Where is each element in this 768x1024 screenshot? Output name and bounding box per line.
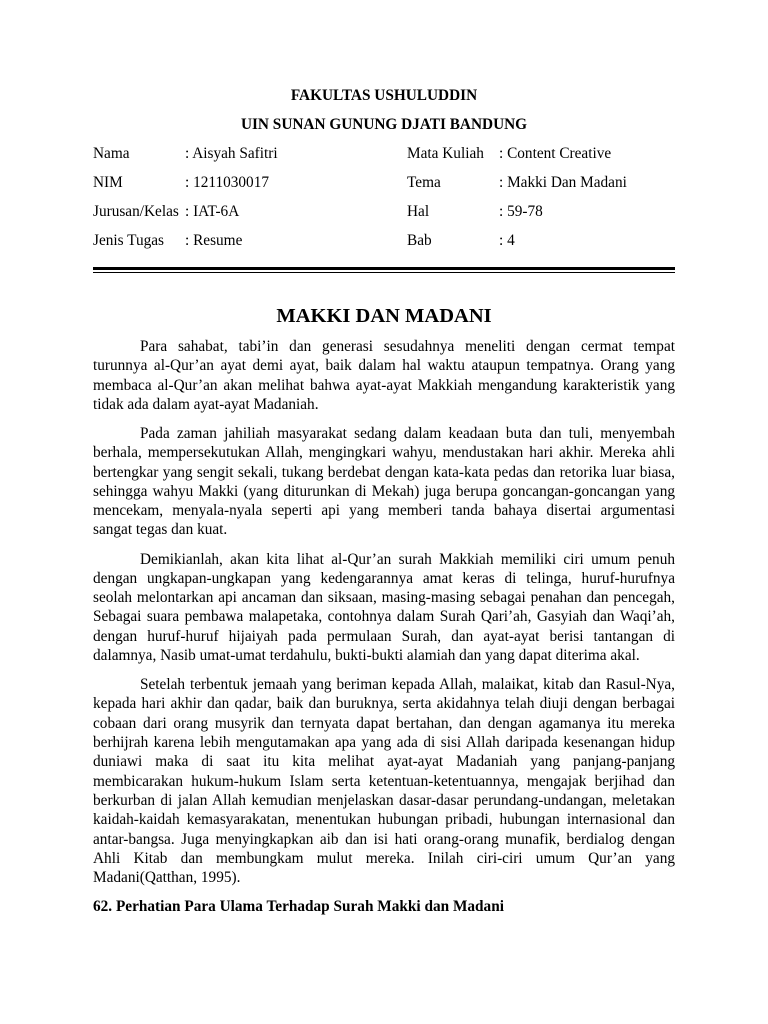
info-row <box>0 173 768 193</box>
info-label: Hal <box>407 203 430 220</box>
info-label: Nama <box>93 145 130 162</box>
university-heading: UIN SUNAN GUNUNG DJATI BANDUNG <box>240 116 528 133</box>
paragraph-line: turunnya al-Qur’an ayat demi ayat, baik dalam hal waktu ataupun tempatnya. Orang yang <box>93 357 675 375</box>
paragraph-line: Demikianlah, akan kita lihat al-Qur’an surah Makkiah memiliki ciri umum penuh <box>140 550 675 568</box>
info-value: : 59-78 <box>499 203 543 220</box>
info-label: NIM <box>93 174 123 191</box>
info-value: : IAT-6A <box>185 203 240 220</box>
paragraph-line: sangat tegas dan kuat. <box>93 521 228 539</box>
paragraph-line: berhala, mempersekutukan Allah, mengingkari wahyu, mendustakan hari akhir. Mereka ahli <box>93 444 675 462</box>
paragraph <box>93 550 675 666</box>
faculty-heading: FAKULTAS USHULUDDIN <box>290 87 478 104</box>
info-label: Bab <box>407 232 432 249</box>
info-value: : Makki Dan Madani <box>499 174 627 191</box>
paragraph-line: tidak ada dalam ayat-ayat Madaniah. <box>93 395 319 413</box>
paragraph-line: seolah melontarkan api ancaman dan siksaan, masing-masing sebagai penahan dan pencegah, <box>93 589 675 607</box>
paragraph-line: Pada zaman jahiliah masyarakat sedang dalam keadaan buta dan tuli, menyembah <box>140 424 675 442</box>
paragraph-line: kepada hari akhir dan qadar, baik dan buruknya, serta akidahnya telah diuji dengan berbagai <box>93 695 675 713</box>
paragraph-line: mencekam, menyala-nyala seperti api yang memberi tanda bahaya disertai argumentasi <box>93 502 675 520</box>
paragraph-line: bertengkar yang sengit sekali, tukang berdebat dengan kata-kata pedas dan retorika luar biasa, <box>93 463 675 481</box>
paragraph-line: cobaan dari orang musyrik dan ternyata dapat bertahan, dan dengan agamanya itu mereka <box>93 714 675 732</box>
double-rule-thin <box>93 272 675 273</box>
body-text <box>93 337 675 917</box>
paragraph-line: berkurban di jalan Allah kemudian menjelaskan dasar-dasar perundang-undangan, meletakan <box>93 791 675 809</box>
paragraph-line: dengan huruf-huruf hijaiyah pada permulaan Surah, dan ayat-ayat berisi tantangan di <box>93 627 675 645</box>
document-title: MAKKI DAN MADANI <box>276 305 492 327</box>
paragraph-line: Sebagai suara pembawa malapetaka, contohnya dalam Surah Qari’ah, Gasyiah dan Waqi’ah, <box>93 608 675 626</box>
paragraph-line: dengan ungkapan-ungkapan yang kedengarannya amat keras di telinga, huruf-hurufnya <box>93 569 675 587</box>
double-rule-thick <box>93 267 675 270</box>
section-heading: 62. Perhatian Para Ulama Terhadap Surah Makki dan Madani <box>93 898 504 916</box>
paragraph-line: Madani(Qatthan, 1995). <box>93 869 241 887</box>
info-label: Jenis Tugas <box>93 232 164 249</box>
paragraph-line: Setelah terbentuk jemaah yang beriman kepada Allah, malaikat, kitab dan Rasul-Nya, <box>140 676 675 694</box>
paragraph-line: membaca al-Qur’an akan melihat bahwa ayat-ayat Makkiah mengandung karakteristik yang <box>93 376 675 394</box>
paragraph <box>93 337 675 414</box>
info-value: : 1211030017 <box>185 174 269 191</box>
info-label: Tema <box>407 174 441 191</box>
info-label: Jurusan/Kelas <box>93 203 179 220</box>
info-value: : Resume <box>185 232 243 249</box>
paragraph <box>93 675 675 887</box>
info-label: Mata Kuliah <box>407 145 484 162</box>
paragraph-line: duniawi maka di saat itu kita melihat ayat-ayat Madaniah yang panjang-panjang <box>93 753 675 771</box>
paragraph-line: kaidah-kaidah kemasyarakatan, menentukan hubungan pribadi, hubungan internasional dan <box>93 811 675 829</box>
paragraph-line: Para sahabat, tabi’in dan generasi sesudahnya meneliti dengan cermat tempat <box>140 338 675 355</box>
paragraph-line: dalamnya, Nasib umat-umat terdahulu, bukti-bukti alamiah dan yang dapat diterima akal. <box>93 647 640 665</box>
info-value: : 4 <box>499 232 515 249</box>
paragraph-line: sehingga wahyu Makki (yang diturunkan di Mekah) juga berupa goncangan-goncangan yang <box>93 482 675 500</box>
paragraph-line: membicarakan hukum-hukum Islam serta ketentuan-ketentuannya, mengajak berjihad dan <box>93 772 675 790</box>
info-value: : Content Creative <box>499 145 612 162</box>
info-row <box>0 202 768 222</box>
info-value: : Aisyah Safitri <box>185 145 278 162</box>
paragraph-line: antar-bangsa. Juga menyingkapkan aib dan isi hati orang-orang munafik, berdialog dengan <box>93 830 675 848</box>
info-row <box>0 144 768 164</box>
paragraph-line: Ahli Kitab dan membungkam mulut mereka. Inilah ciri-ciri umum Qur’an yang <box>93 849 675 867</box>
info-row <box>0 231 768 251</box>
paragraph <box>93 424 675 540</box>
paragraph-line: berhijrah karena lebih mengutamakan apa yang ada di sisi Allah daripada kesenangan hidup <box>93 734 675 752</box>
